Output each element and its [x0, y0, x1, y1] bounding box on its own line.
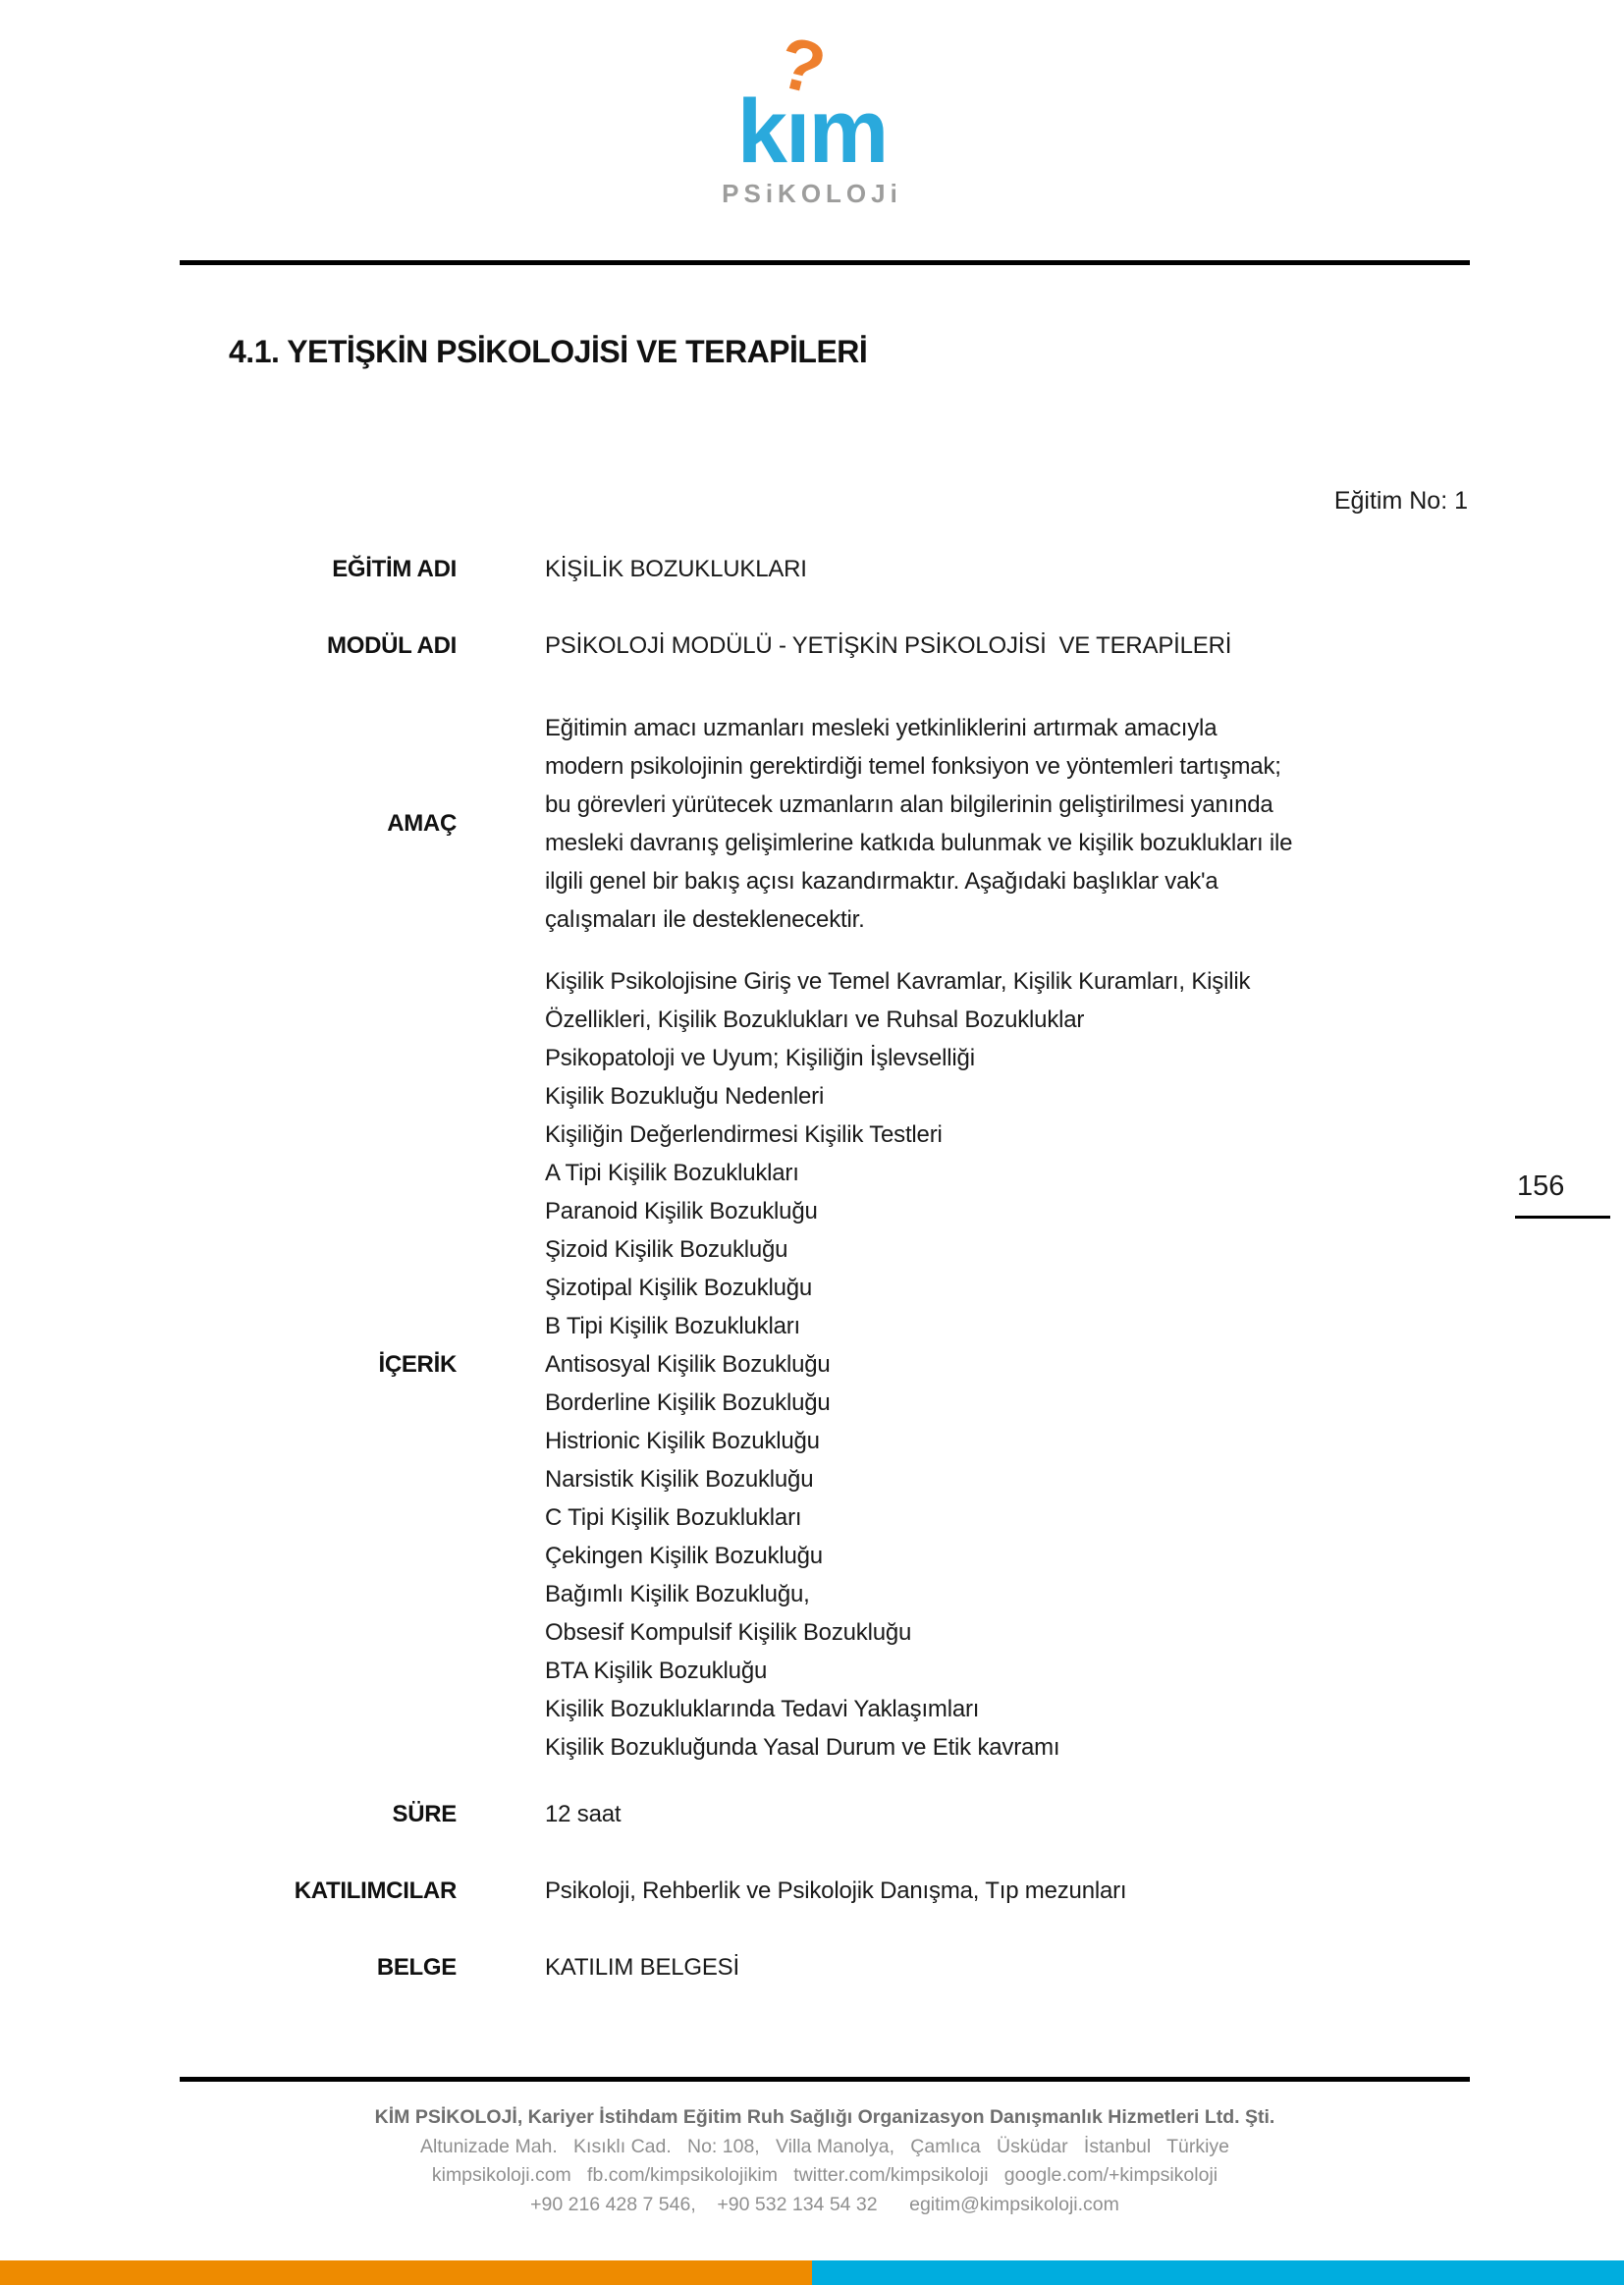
field-value: KATILIM BELGESİ [545, 1954, 739, 1981]
section-heading: 4.1. YETİŞKİN PSİKOLOJİSİ VE TERAPİLERİ [229, 334, 868, 369]
icerik-line: Şizotipal Kişilik Bozukluğu [545, 1275, 813, 1301]
icerik-line: Paranoid Kişilik Bozukluğu [545, 1198, 818, 1224]
icerik-line: BTA Kişilik Bozukluğu [545, 1658, 768, 1684]
icerik-line: Kişiliğin Değerlendirmesi Kişilik Testleri [545, 1121, 943, 1148]
training-number: Eğitim No: 1 [1333, 487, 1468, 515]
icerik-line: Kişilik Bozukluğu Nedenleri [545, 1083, 825, 1110]
logo-question-mark-icon: ? [770, 21, 832, 111]
field-value: KİŞİLİK BOZUKLUKLARI [545, 556, 807, 582]
icerik-line: C Tipi Kişilik Bozuklukları [545, 1504, 802, 1531]
footer-company-name: KİM PSİKOLOJİ, Kariyer İstihdam Eğitim Ruh Sağlığı Organizasyon Danışmanlık Hizmetleri Ltd. Şti. [374, 2106, 1275, 2128]
icerik-line: Kişilik Psikolojisine Giriş ve Temel Kavramlar, Kişilik Kuramları, Kişilik [545, 968, 1251, 995]
icerik-line: B Tipi Kişilik Bozuklukları [545, 1313, 801, 1339]
amac-line: modern psikolojinin gerektirdiği temel fonksiyon ve yöntemleri tartışmak; [545, 753, 1281, 780]
footer [180, 2103, 1470, 2219]
kim-psikoloji-logo [0, 21, 1624, 209]
icerik-line: Kişilik Bozukluğunda Yasal Durum ve Etik kavramı [545, 1734, 1060, 1761]
icerik-line: Obsesif Kompulsif Kişilik Bozukluğu [545, 1619, 912, 1646]
icerik-line: Bağımlı Kişilik Bozukluğu, [545, 1581, 810, 1607]
row-amac [180, 709, 1470, 939]
row-sure [180, 1795, 1470, 1834]
footer-divider [180, 2077, 1470, 2082]
amac-line: ilgili genel bir bakış açısı kazandırmaktır. Aşağıdaki başlıklar vak'a [545, 868, 1218, 895]
field-label: İÇERİK [378, 1350, 457, 1378]
bottom-color-bar [0, 2260, 1624, 2285]
field-label: SÜRE [392, 1801, 457, 1827]
page-number-underline [1515, 1216, 1610, 1219]
icerik-line: Histrionic Kişilik Bozukluğu [545, 1428, 820, 1454]
row-icerik [180, 962, 1470, 1767]
footer-address: Altunizade Mah. Kısıklı Cad. No: 108, Villa Manolya, Çamlıca Üsküdar İstanbul Türkiye [419, 2135, 1230, 2157]
logo-subtitle: PSiKOLOJi [722, 179, 902, 208]
icerik-line: Çekingen Kişilik Bozukluğu [545, 1543, 823, 1569]
bottom-bar-orange [0, 2260, 812, 2285]
field-label: EĞİTİM ADI [332, 556, 457, 582]
bottom-bar-blue [812, 2260, 1624, 2285]
icerik-line: Narsistik Kişilik Bozukluğu [545, 1466, 814, 1493]
field-label: BELGE [376, 1954, 457, 1981]
field-label: AMAÇ [387, 810, 457, 837]
logo-letter-i: ı ? [770, 21, 832, 182]
field-label: KATILIMCILAR [294, 1877, 457, 1904]
field-value: Psikoloji, Rehberlik ve Psikolojik Danışma, Tıp mezunları [545, 1877, 1127, 1904]
amac-line: mesleki davranış gelişimlerine katkıda bulunmak ve kişilik bozuklukları ile [545, 830, 1293, 856]
icerik-line: Psikopatoloji ve Uyum; Kişiliğin İşlevselliği [545, 1045, 975, 1071]
amac-paragraph [545, 709, 1292, 939]
row-modul-adi [180, 626, 1470, 666]
field-value: PSİKOLOJİ MODÜLÜ - YETİŞKİN PSİKOLOJİSİ VE TERAPİLERİ [545, 632, 1232, 659]
page-number: 156 [1517, 1170, 1565, 1202]
amac-line: çalışmaları ile desteklenecektir. [545, 906, 865, 933]
icerik-line: Kişilik Bozukluklarında Tedavi Yaklaşımları [545, 1696, 980, 1722]
footer-web-links: kimpsikoloji.com fb.com/kimpsikolojikim twitter.com/kimpsikoloji google.com/+kimpsikoloji [431, 2164, 1218, 2186]
logo-letter-m: m [808, 82, 888, 182]
icerik-line: Özellikleri, Kişilik Bozuklukları ve Ruhsal Bozukluklar [545, 1006, 1085, 1033]
icerik-line: Antisosyal Kişilik Bozukluğu [545, 1351, 831, 1378]
field-label: MODÜL ADI [327, 632, 457, 659]
icerik-line: Şizoid Kişilik Bozukluğu [545, 1236, 788, 1263]
field-value: 12 saat [545, 1801, 622, 1827]
icerik-line: Borderline Kişilik Bozukluğu [545, 1389, 831, 1416]
amac-line: bu görevleri yürütecek uzmanların alan bilgilerinin geliştirilmesi yanında [545, 791, 1273, 818]
footer-contact: +90 216 428 7 546, +90 532 134 54 32 egitim@kimpsikoloji.com [530, 2193, 1119, 2215]
icerik-line: A Tipi Kişilik Bozuklukları [545, 1160, 799, 1186]
row-egitim-adi [180, 550, 1470, 589]
row-belge [180, 1948, 1470, 1987]
row-katilimcilar [180, 1872, 1470, 1911]
icerik-list [545, 962, 1250, 1767]
amac-line: Eğitimin amacı uzmanları mesleki yetkinliklerini artırmak amacıyla [545, 715, 1218, 741]
logo-wordmark [736, 21, 888, 182]
header-divider [180, 260, 1470, 265]
logo-letter-k: k [736, 82, 785, 182]
